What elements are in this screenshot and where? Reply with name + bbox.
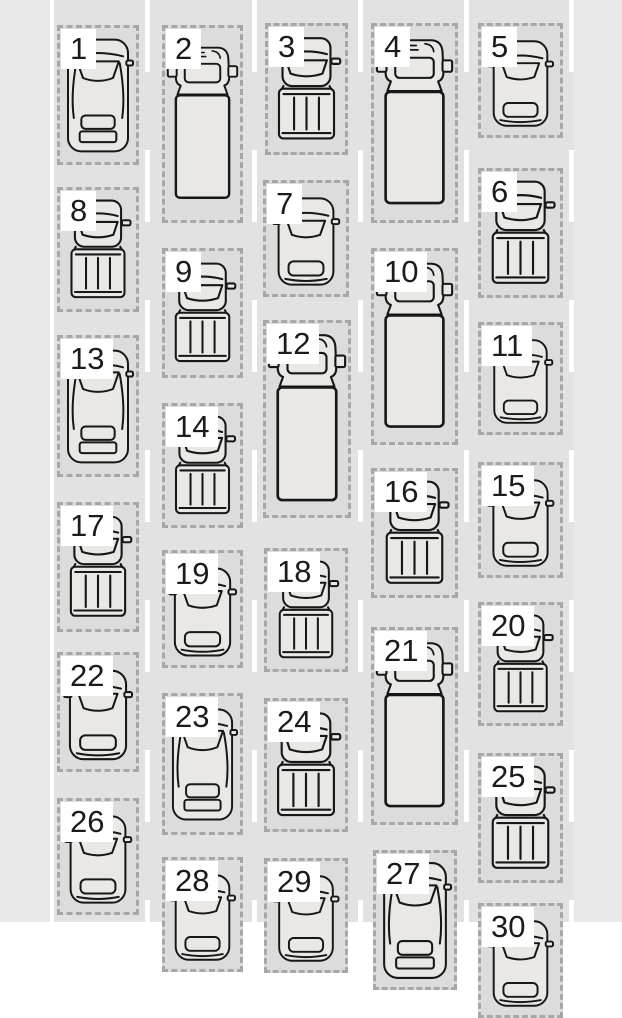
spot-number: 16	[375, 472, 427, 512]
parking-spot-19[interactable]	[162, 550, 243, 668]
parking-spot-4[interactable]	[371, 23, 458, 223]
parking-spot-17[interactable]	[57, 502, 139, 632]
lane-line-2	[252, 0, 257, 922]
spot-number: 17	[61, 506, 113, 546]
spot-number: 19	[166, 554, 218, 594]
spot-number: 12	[267, 324, 319, 364]
parking-spot-6[interactable]	[478, 168, 563, 298]
spot-number: 21	[375, 631, 427, 671]
parking-spot-26[interactable]	[57, 798, 139, 915]
lane-boundary-right	[569, 0, 574, 922]
spot-number: 26	[61, 802, 113, 842]
spot-number: 18	[268, 552, 320, 592]
spot-number: 27	[377, 854, 429, 894]
spot-number: 4	[375, 27, 410, 67]
spot-number: 14	[166, 407, 218, 447]
parking-spot-27[interactable]	[373, 850, 457, 990]
road-left	[0, 0, 50, 922]
spot-number: 24	[268, 702, 320, 742]
parking-spot-18[interactable]	[264, 548, 348, 672]
spot-number: 13	[61, 339, 113, 379]
parking-spot-12[interactable]	[263, 320, 351, 518]
parking-spot-10[interactable]	[371, 248, 458, 445]
parking-spot-20[interactable]	[478, 602, 563, 726]
spot-number: 3	[269, 27, 304, 67]
spot-number: 29	[268, 862, 320, 902]
parking-spot-8[interactable]	[57, 187, 139, 312]
spot-number: 22	[61, 656, 113, 696]
parking-spot-22[interactable]	[57, 652, 139, 772]
parking-spot-13[interactable]	[57, 335, 139, 477]
spot-number: 9	[166, 252, 201, 292]
spot-number: 11	[482, 326, 532, 366]
parking-spot-14[interactable]	[162, 403, 243, 528]
lane-line-3	[358, 0, 363, 922]
lane-boundary-left	[50, 0, 54, 922]
spot-number: 1	[61, 29, 96, 69]
spot-number: 20	[482, 606, 534, 646]
parking-spot-28[interactable]	[162, 857, 243, 972]
spot-number: 10	[375, 252, 427, 292]
spot-number: 5	[482, 27, 517, 67]
parking-spot-9[interactable]	[162, 248, 243, 378]
spot-number: 2	[166, 29, 201, 69]
spot-number: 23	[166, 697, 218, 737]
parking-spot-7[interactable]	[263, 180, 349, 297]
parking-spot-3[interactable]	[265, 23, 348, 155]
spot-number: 25	[482, 757, 534, 797]
parking-spot-2[interactable]	[162, 25, 243, 223]
parking-spot-21[interactable]	[371, 627, 458, 825]
road-right	[574, 0, 622, 922]
parking-spot-29[interactable]	[264, 858, 348, 973]
spot-number: 15	[482, 466, 534, 506]
parking-spot-11[interactable]	[478, 322, 563, 435]
parking-spot-16[interactable]	[371, 468, 458, 598]
parking-spot-1[interactable]	[57, 25, 139, 165]
spot-number: 8	[61, 191, 96, 231]
spot-number: 7	[267, 184, 302, 224]
lane-line-1	[145, 0, 150, 922]
spot-number: 28	[166, 861, 218, 901]
parking-spot-15[interactable]	[478, 462, 563, 578]
parking-spot-25[interactable]	[478, 753, 563, 883]
spot-number: 30	[482, 907, 534, 947]
parking-spot-30[interactable]	[478, 903, 563, 1018]
parking-spot-23[interactable]	[162, 693, 243, 835]
parking-spot-5[interactable]	[478, 23, 563, 138]
spot-number: 6	[482, 172, 517, 212]
lane-line-4	[464, 0, 469, 922]
parking-spot-24[interactable]	[264, 698, 348, 832]
